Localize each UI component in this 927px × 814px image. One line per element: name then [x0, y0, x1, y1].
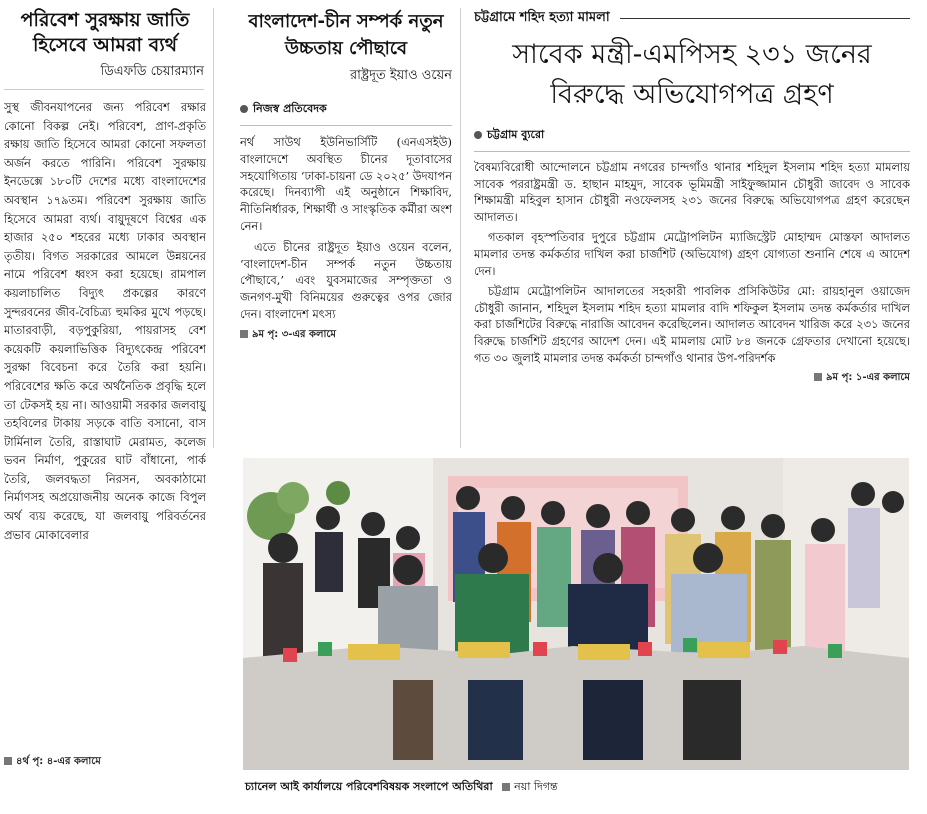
- column-divider: [213, 8, 214, 448]
- square-bullet-icon: [240, 330, 248, 338]
- group-photo-image: [243, 458, 909, 770]
- bullet-icon: [240, 105, 248, 113]
- photo-caption: চ্যানেল আই কার্যালয়ে পরিবেশবিষয়ক সংলাপে অতিথিরা: [245, 780, 493, 793]
- byline-text: চট্টগ্রাম ব্যুরো: [487, 128, 545, 141]
- continued-chattogram: [474, 370, 910, 387]
- photo: [243, 458, 909, 770]
- photo-credit: নয়া দিগন্ত: [514, 780, 558, 793]
- continued-label: ৪র্থ পৃ: ৪-এর কলামে: [16, 756, 101, 767]
- paragraph: গতকাল বৃহস্পতিবার দুপুরে চট্টগ্রাম মেট্রোপলিটন ম্যাজিস্ট্রেট মোহাম্মদ মোস্তফা আদালত মামলার তদন্ত কর্মকর্তার দাখিল করা চার্জশিট (অভিযোগ) গ্রহণ যোগ্যতা শুনানি শেষে এ আদেশ দেন।: [474, 230, 910, 278]
- article-china: [240, 8, 452, 448]
- column-divider: [460, 8, 461, 448]
- article-environment: [4, 8, 206, 808]
- byline-chattogram: [474, 123, 910, 152]
- paragraph: বৈষম্যবিরোধী আন্দোলনে চট্টগ্রাম নগরের চান্দগাঁও থানার শহিদুল ইসলাম শহিদ হত্যা মামলায় সাবেক পররাষ্ট্রমন্ত্রী ড. হাছান মাহমুদ, সাবেক ভূমিমন্ত্রী সাইফুজ্জামান চৌধুরী জাবেদ ও সাবেক শিক্ষামন্ত্রী মহিবুল হাসান চৌধুরী নওফেলসহ ২৩১ জনের বিরুদ্ধে অভিযোগপত্র গ্রহণ করেছেন আদালত।: [474, 160, 910, 224]
- continued-label: ৯ম পৃ: ১-এর কলামে: [826, 372, 910, 384]
- subhead-china: রাষ্ট্রদূত ইয়াও ওয়েন: [349, 68, 452, 83]
- article-chattogram: [474, 8, 910, 448]
- subhead-environment: ডিএফডি চেয়ারম্যান: [4, 62, 204, 90]
- headline-chattogram: সাবেক মন্ত্রী-এমপিসহ ২৩১ জনের বিরুদ্ধে অভিযোগপত্র গ্রহণ: [512, 39, 872, 110]
- paragraph: চট্টগ্রাম মেট্রোপলিটন আদালতের সহকারী পাবলিক প্রসিকিউটর মো: রায়হানুল ওয়াজেদ চৌধুরী জানান, শহিদুল ইসলাম শহিদ হত্যা মামলার বাদি শফিকুল ইসলাম তদন্ত কর্মকর্তার দাখিল করা চার্জশিটের বিরুদ্ধে নারাজি আবেদন করেছিলেন। আদালত আবেদন খারিজ করে ২৩১ জনের বিরুদ্ধে চার্জশিট গ্রহণের আদেশ দেন। এই মামলায় মোট ৮৪ জনকে গ্রেফতার দেখানো হয়েছে। গত ৩০ জুলাই মামলার তদন্ত কর্মকর্তা চান্দগাঁও থানার উপ-পরিদর্শক: [474, 284, 910, 365]
- bullet-icon: [474, 131, 482, 139]
- square-bullet-icon: [502, 783, 510, 791]
- byline-text: নিজস্ব প্রতিবেদক: [253, 102, 327, 115]
- continued-environment: [4, 754, 206, 771]
- kicker-row: [474, 8, 910, 29]
- byline-china: [240, 97, 452, 126]
- continued-china: [240, 327, 452, 344]
- headline-environment: পরিবেশ সুরক্ষায় জাতি হিসেবে আমরা ব্যর্থ: [20, 9, 190, 56]
- kicker: চট্টগ্রামে শহিদ হত্যা মামলা: [474, 10, 610, 25]
- body-china: [240, 134, 452, 323]
- paragraph: এতে চীনের রাষ্ট্রদূত ইয়াও ওয়েন বলেন, ‘বাংলাদেশ-চীন সম্পর্ক নতুন উচ্চতায় পৌছাবে,’ এবং যুবসমাজের সম্পৃক্ততা ও জনগণ-মুখী বিনিময়ের গুরুত্বের ওপর জোর দেন। বাংলাদেশ মৎস্য: [240, 239, 452, 321]
- headline-china: বাংলাদেশ-চীন সম্পর্ক নতুন উচ্চতায় পৌছাবে: [248, 11, 444, 59]
- continued-label: ৯ম পৃ: ৩-এর কলামে: [252, 328, 336, 340]
- paragraph: নর্থ সাউথ ইউনিভার্সিটি (এনএসইউ) বাংলাদেশে অবস্থিত চীনের দূতাবাসের সহযোগিতায় ‘ঢাকা-চায়না ডে ২০২৫’ উদযাপন করেছে। দিনব্যাপী এই অনুষ্ঠানে শিক্ষাবিদ, নীতিনির্ধারক, শিক্ষার্থী ও সাংস্কৃতিক কর্মীরা অংশ নেন।: [240, 135, 452, 233]
- body-environment: সুস্থ জীবনযাপনের জন্য পরিবেশ রক্ষার কোনো বিকল্প নেই। পরিবেশ, প্রাণ-প্রকৃতি রক্ষায় জাতি হিসেবে আমরা কোনো সফলতা অর্জন করতে পারিনি। পরিবেশ সুরক্ষায় ইনডেক্সে ১৮০টি দেশের মধ্যে বাংলাদেশের অবস্থান ১৭৯তম। পরিবেশ সুরক্ষায় জাতি হিসেবে আমরা ব্যর্থ। বায়ুদূষণে বিশ্বের এক হাজার ২৫০ শহরের মধ্যে ঢাকার অবস্থান তৃতীয়। বিগত সরকারের আমলে উন্নয়নের নামে পরিবেশ ধ্বংস করা হয়েছে। রামপাল কয়লাচালিত বিদ্যুৎ প্রকল্পের কারণে সুন্দরবনের জীব-বৈচিত্র্য হুমকির মুখে পড়ছে। মাতারবাড়ী, বড়পুকুরিয়া, পায়রাসহ বেশ কয়েকটি কয়লাভিত্তিক বিদ্যুৎকেন্দ্র পরিবেশ সুরক্ষা বিবেচনা করে তৈরি করা হয়নি। পরিবেশের ক্ষতি করে অর্থনৈতিক প্রবৃদ্ধি হলে তা টেকসই হয় না। আওয়ামী সরকার জলবায়ু তহবিলের টাকায় সড়কে বাতি বসানো, বাস টার্মিনাল তৈরি, রাস্তাঘাট মেরামত, কলেজ ভবন নির্মাণ, পুকুরের ঘাট বাঁধানো, পার্ক তৈরি, জলবদ্ধতা নিরসন, অবকাঠামো নির্মাণসহ অপ্রয়োজনীয় অনেক কাজে বিপুল অর্থ ব্যয় করেছে, যা জলবায়ু পরিবর্তনের প্রভাব মোকাবেলার: [4, 100, 206, 542]
- kicker-rule: [620, 18, 910, 19]
- square-bullet-icon: [4, 757, 12, 765]
- body-chattogram: [474, 159, 910, 366]
- square-bullet-icon: [814, 373, 822, 381]
- photo-caption-row: [245, 778, 905, 797]
